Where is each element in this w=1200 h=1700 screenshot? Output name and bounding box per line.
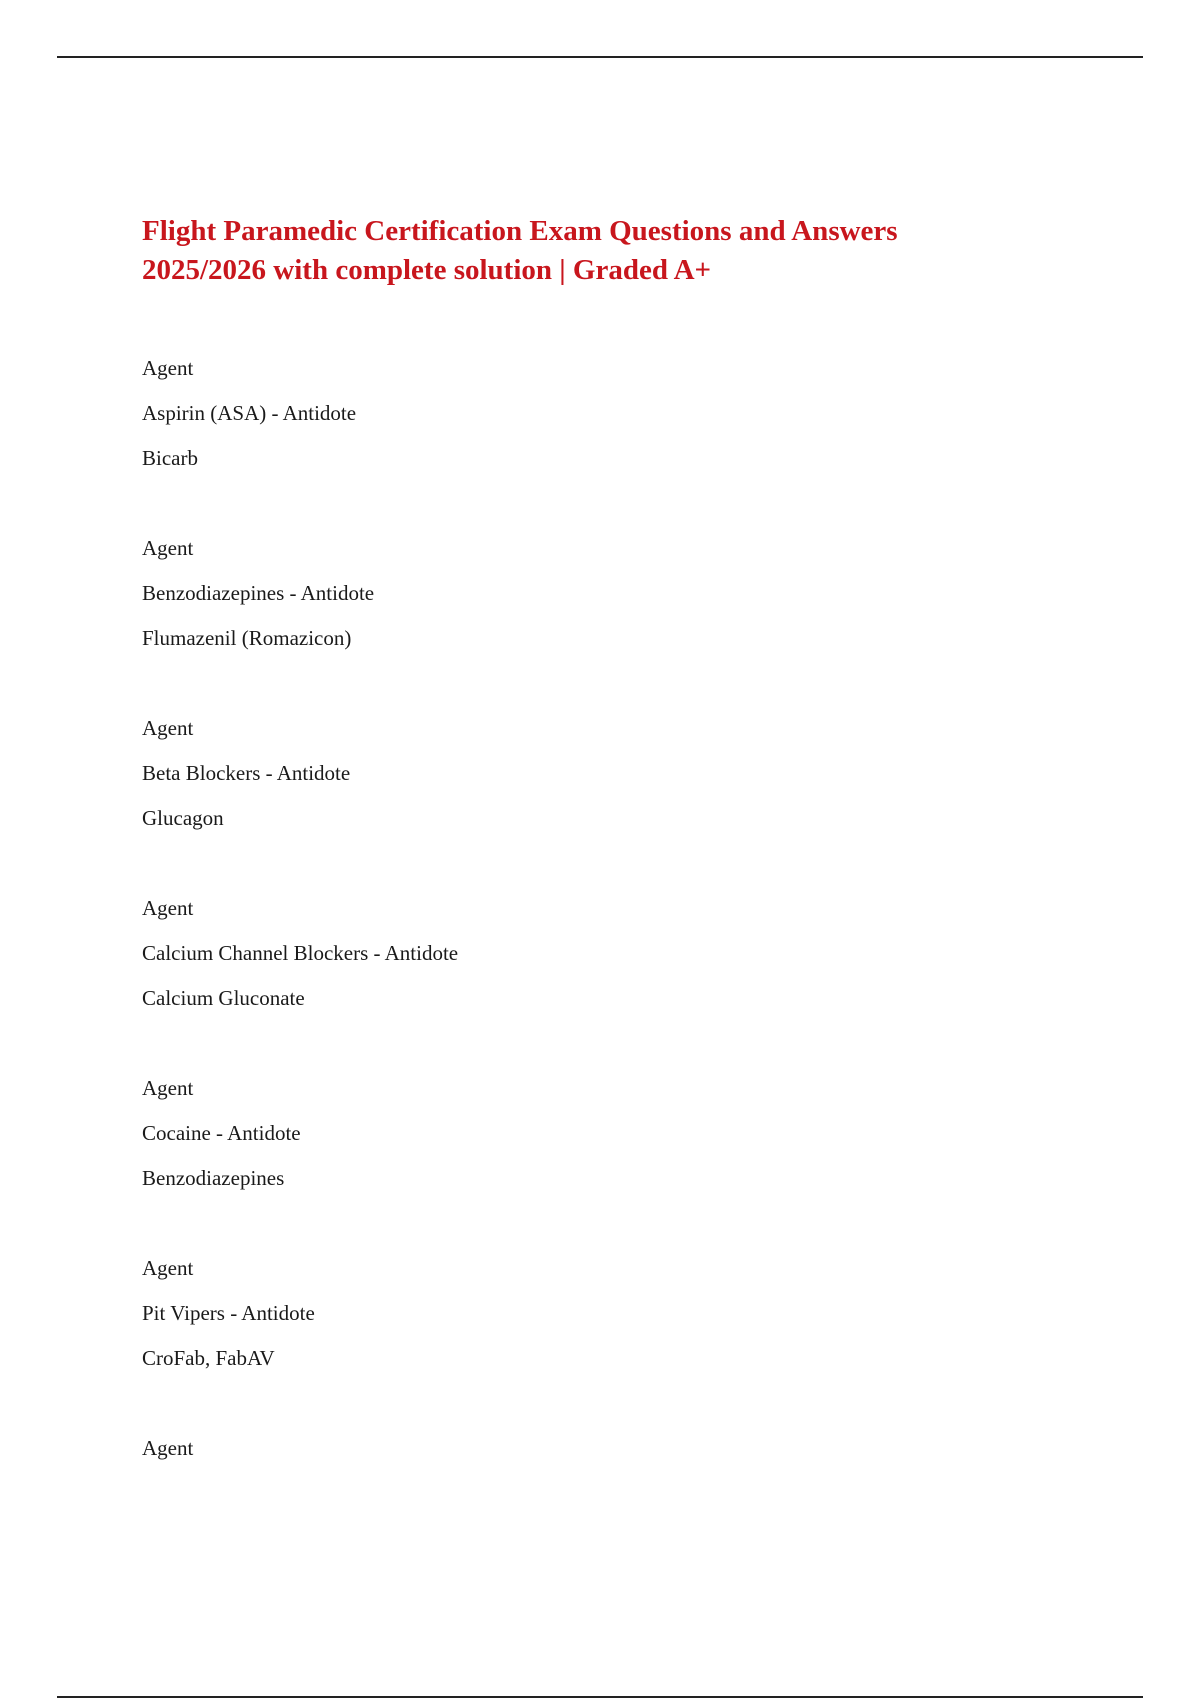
flashcard [142,711,458,891]
flashcard [142,531,458,711]
card-label: Agent [142,1436,194,1460]
card-label: Agent [142,1076,194,1100]
flashcard-list [142,351,458,1611]
card-label: Agent [142,536,194,560]
footer-rule [57,1696,1143,1698]
card-label: Agent [142,1256,194,1280]
card-label: Agent [142,356,194,380]
card-question: Pit Vipers - Antidote [142,1301,315,1325]
header-rule [57,56,1143,58]
card-label: Agent [142,896,194,920]
card-question: Cocaine - Antidote [142,1121,301,1145]
card-answer: Calcium Gluconate [142,986,305,1010]
card-question: Aspirin (ASA) - Antidote [142,401,357,425]
document-title: Flight Paramedic Certification Exam Questions and Answers 2025/2026 with complete solution | Graded A+ [142,215,898,286]
card-answer: Benzodiazepines [142,1166,285,1190]
flashcard [142,1251,458,1431]
card-question: Beta Blockers - Antidote [142,761,351,785]
card-answer: Flumazenil (Romazicon) [142,626,352,650]
card-answer: Glucagon [142,806,224,830]
flashcard [142,351,458,531]
card-question: Calcium Channel Blockers - Antidote [142,941,459,965]
flashcard [142,891,458,1071]
card-answer: Bicarb [142,446,198,470]
flashcard [142,1071,458,1251]
card-answer: CroFab, FabAV [142,1346,275,1370]
card-label: Agent [142,716,194,740]
card-question: Benzodiazepines - Antidote [142,581,375,605]
flashcard [142,1431,458,1611]
